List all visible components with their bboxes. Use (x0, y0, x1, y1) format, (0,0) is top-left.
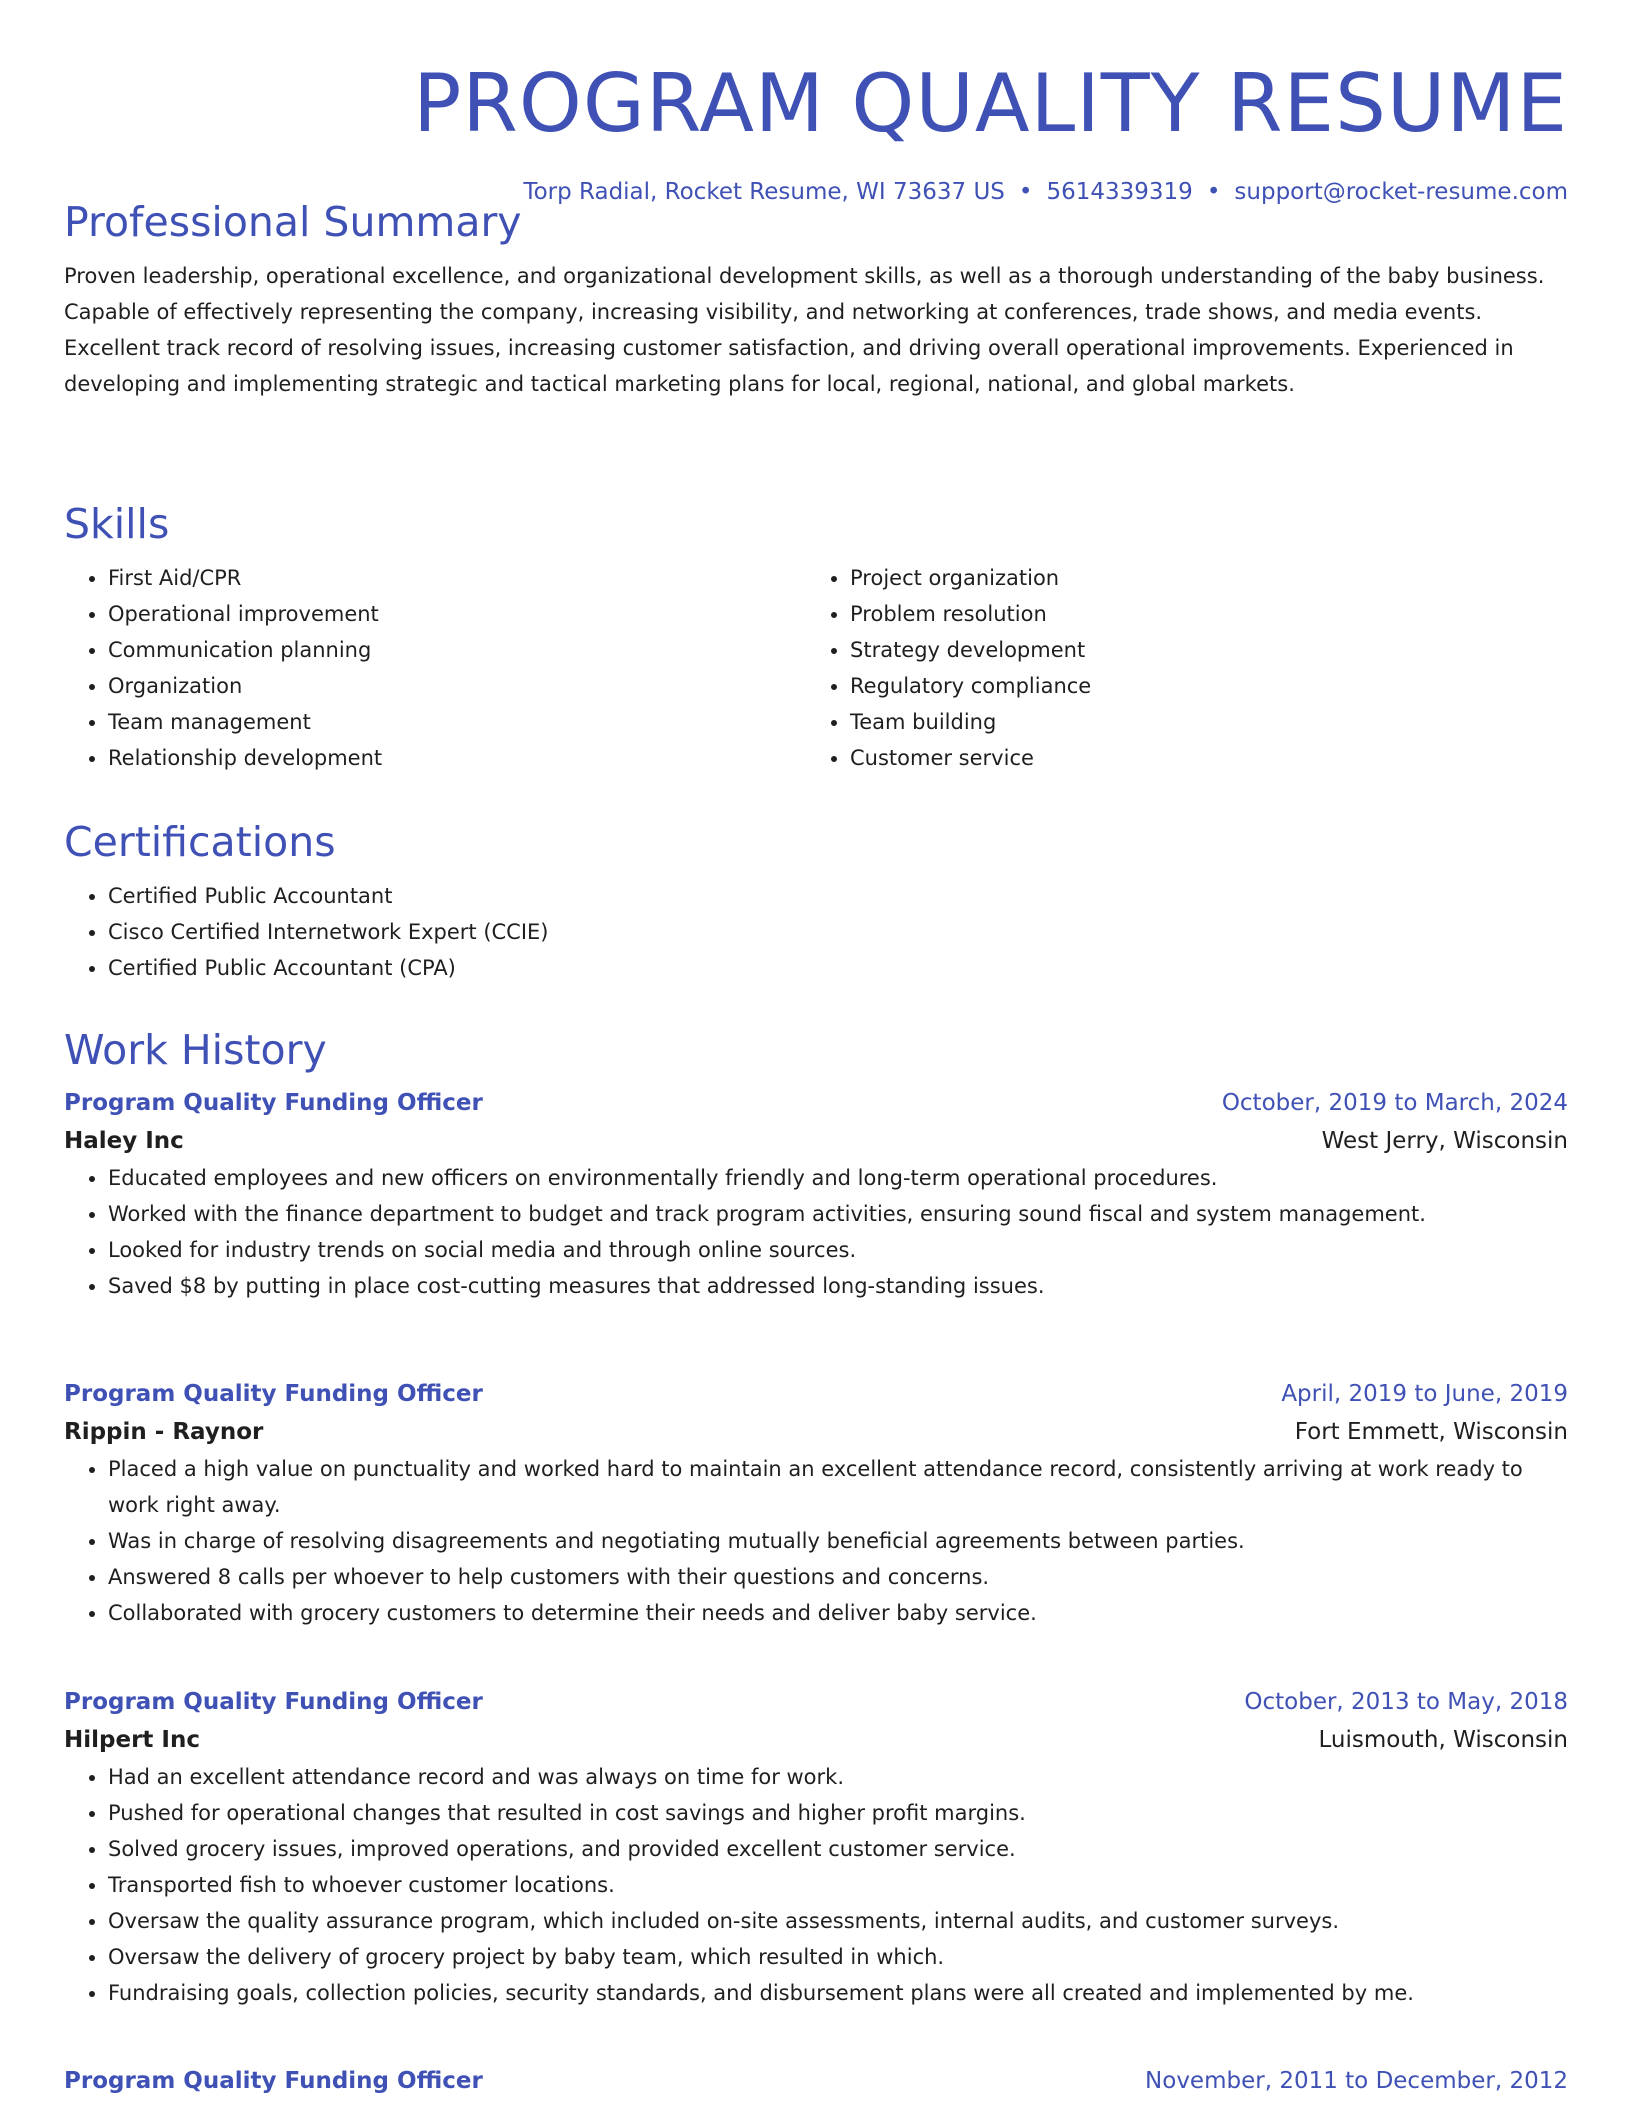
certification-item: • Cisco Certified Internetwork Expert (CCIE) (108, 914, 1568, 950)
skill-item: • Strategy development (850, 632, 1548, 668)
job-entry (64, 1084, 1568, 1304)
job-dates: October, 2019 to March, 2024 (1221, 1090, 1568, 1116)
job-bullet: • Collaborated with grocery customers to determine their needs and deliver baby service. (108, 1595, 1568, 1631)
job-title-row (64, 2062, 1568, 2100)
job-bullet: • Looked for industry trends on social media and through online sources. (108, 1232, 1568, 1268)
resume-name: PROGRAM QUALITY RESUME (413, 57, 1568, 150)
contact-email: support@rocket-resume.com (1234, 179, 1568, 205)
job-bullet: • Transported fish to whoever customer locations. (108, 1867, 1568, 1903)
skills-column-left (64, 560, 806, 776)
skills-section (64, 498, 1568, 776)
job-bullet: • Fundraising goals, collection policies, security standards, and disbursement plans were all created and implemented by me. (108, 1975, 1568, 2011)
job-location: Luismouth, Wisconsin (1318, 1727, 1568, 1753)
job-dates: November, 2011 to December, 2012 (1145, 2068, 1568, 2094)
job-company: Rippin - Raynor (64, 1419, 264, 1445)
skill-item: • Communication planning (108, 632, 806, 668)
job-bullets (64, 1451, 1568, 1631)
job-bullet: • Had an excellent attendance record and was always on time for work. (108, 1759, 1568, 1795)
skill-item: • Team management (108, 704, 806, 740)
work-history-title: Work History (64, 1026, 327, 1074)
summary-text: Proven leadership, operational excellence, and organizational development skills, as well as a thorough understanding of the baby business. Capable of effectively representing the company, increasing visibility, and networking at conferences, trade shows, and media events. Excellent track record of resolving issues, increasing customer satisfaction, and driving overall operational improvements. Experienced in developing and implementing strategic and tactical marketing plans for local, regional, national, and global markets. (64, 264, 1545, 396)
job-title: Program Quality Funding Officer (64, 1381, 483, 1407)
job-dates: April, 2019 to June, 2019 (1281, 1381, 1568, 1407)
job-entry (64, 1375, 1568, 1631)
skills-list-left (64, 560, 806, 776)
skills-title: Skills (64, 500, 170, 548)
job-bullet: • Worked with the finance department to budget and track program activities, ensuring sound fiscal and system management. (108, 1196, 1568, 1232)
job-bullets (64, 1160, 1568, 1304)
contact-phone: 5614339319 (1046, 179, 1193, 205)
skills-list-right (806, 560, 1548, 776)
job-company: Haley Inc (64, 1128, 184, 1154)
contact-separator: • (1206, 179, 1221, 205)
resume-header (64, 56, 1568, 208)
job-bullet: • Solved grocery issues, improved operations, and provided excellent customer service. (108, 1831, 1568, 1867)
job-bullet: • Placed a high value on punctuality and worked hard to maintain an excellent attendance record, consistently arriving at work ready to work right away. (108, 1451, 1568, 1523)
job-dates: October, 2013 to May, 2018 (1244, 1689, 1568, 1715)
job-entry (64, 1683, 1568, 2011)
job-company-row (64, 1721, 1568, 1759)
job-bullet: • Was in charge of resolving disagreements and negotiating mutually beneficial agreements between parties. (108, 1523, 1568, 1559)
job-title: Program Quality Funding Officer (64, 1090, 483, 1116)
skills-grid (64, 560, 1568, 776)
skill-item: • Regulatory compliance (850, 668, 1548, 704)
work-history-section (64, 1024, 1568, 1304)
job-location: West Jerry, Wisconsin (1321, 1128, 1568, 1154)
job-title-row (64, 1683, 1568, 1721)
job-location: Fort Emmett, Wisconsin (1294, 1419, 1568, 1445)
skills-column-right (806, 560, 1548, 776)
certifications-list (64, 878, 1568, 986)
contact-separator: • (1018, 179, 1033, 205)
certifications-title: Certifications (64, 818, 336, 866)
resume-page (64, 0, 1568, 2094)
job-bullets (64, 1759, 1568, 2011)
job-bullet: • Answered 8 calls per whoever to help customers with their questions and concerns. (108, 1559, 1568, 1595)
job-bullet: • Saved $8 by putting in place cost-cutting measures that addressed long-standing issues. (108, 1268, 1568, 1304)
skill-item: • Team building (850, 704, 1548, 740)
certifications-section (64, 816, 1568, 986)
skill-item: • First Aid/CPR (108, 560, 806, 596)
skill-item: • Relationship development (108, 740, 806, 776)
skill-item: • Organization (108, 668, 806, 704)
job-title-row (64, 1375, 1568, 1413)
job-title: Program Quality Funding Officer (64, 1689, 483, 1715)
job-entry (64, 2062, 1568, 2100)
summary-section (64, 196, 1568, 402)
certification-item: • Certified Public Accountant (108, 878, 1568, 914)
certification-item: • Certified Public Accountant (CPA) (108, 950, 1568, 986)
job-title: Program Quality Funding Officer (64, 2068, 483, 2094)
skill-item: • Operational improvement (108, 596, 806, 632)
job-title-row (64, 1084, 1568, 1122)
contact-address: Torp Radial, Rocket Resume, WI 73637 US (523, 179, 1005, 205)
job-company-row (64, 1122, 1568, 1160)
job-company-row (64, 1413, 1568, 1451)
job-bullet: • Educated employees and new officers on environmentally friendly and long-term operational procedures. (108, 1160, 1568, 1196)
job-bullet: • Oversaw the delivery of grocery project by baby team, which resulted in which. (108, 1939, 1568, 1975)
job-bullet: • Oversaw the quality assurance program, which included on-site assessments, internal audits, and customer surveys. (108, 1903, 1568, 1939)
skill-item: • Customer service (850, 740, 1548, 776)
job-company: Hilpert Inc (64, 1727, 200, 1753)
skill-item: • Project organization (850, 560, 1548, 596)
job-bullet: • Pushed for operational changes that resulted in cost savings and higher profit margins. (108, 1795, 1568, 1831)
skill-item: • Problem resolution (850, 596, 1548, 632)
summary-title: Professional Summary (64, 198, 522, 246)
